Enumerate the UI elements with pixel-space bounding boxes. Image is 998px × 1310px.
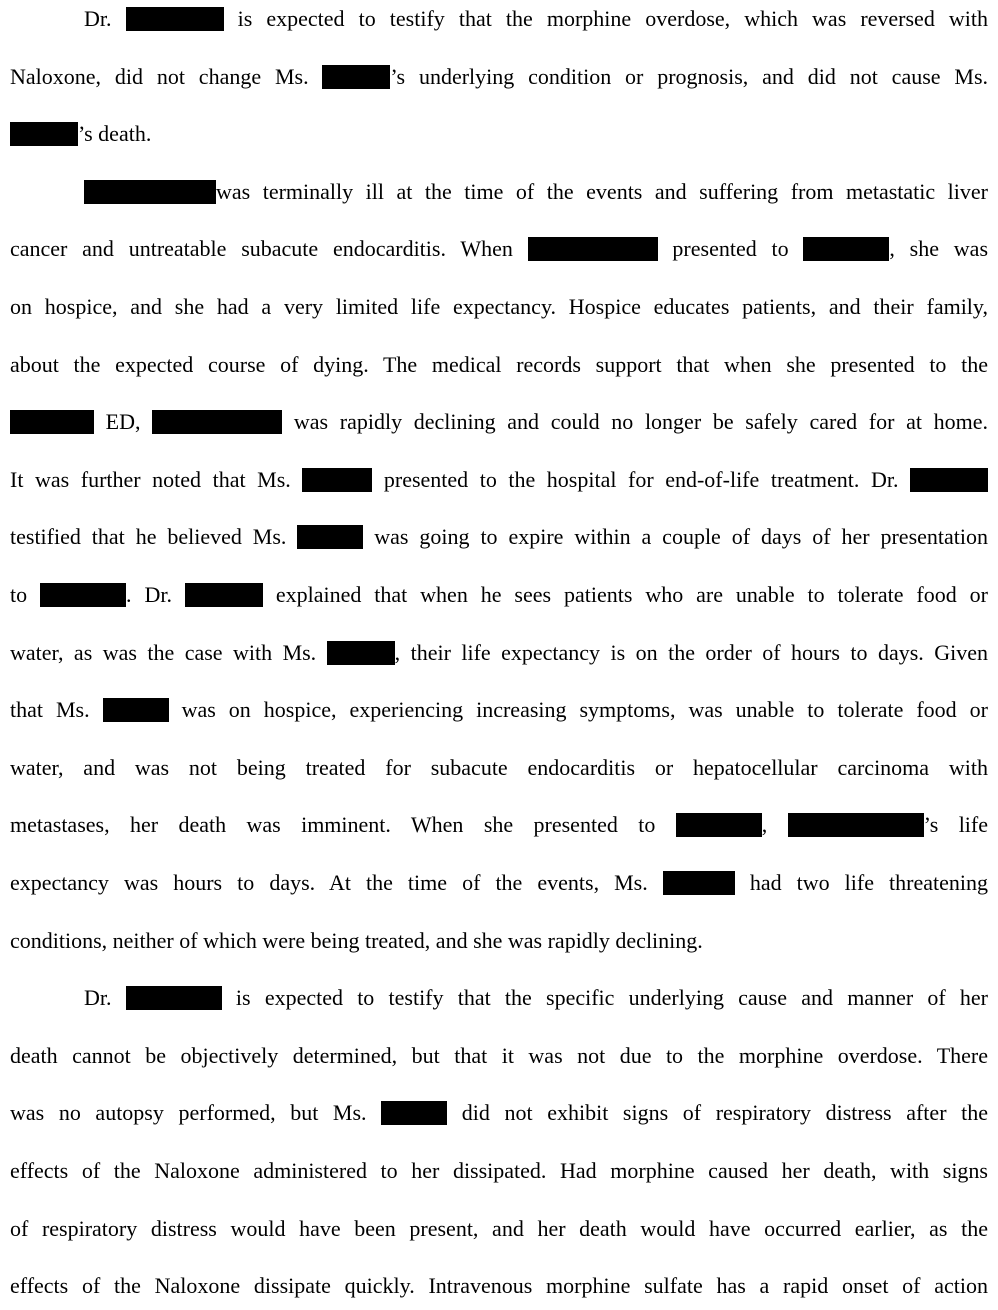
text-run: was on hospice, experiencing increasing symptoms, was unable to tolerate food or — [168, 697, 988, 723]
text-line — [10, 350, 988, 380]
text-line — [10, 926, 988, 956]
redaction-box — [381, 1101, 447, 1125]
text-run: of respiratory distress would have been present, and her death would have occurred earlier, as the — [10, 1215, 988, 1241]
text-run: effects of the Naloxone administered to her dissipated. Had morphine caused her death, with signs — [10, 1158, 988, 1183]
text-line — [84, 177, 988, 207]
text-run: to — [10, 582, 41, 607]
text-line — [10, 234, 988, 264]
text-run: water, as was the case with Ms. — [10, 639, 327, 665]
text-line — [10, 1156, 988, 1186]
text-run: Dr. — [84, 6, 126, 31]
redaction-box — [910, 468, 988, 492]
text-run: was going to expire within a couple of days of her presentation — [363, 524, 988, 550]
redaction-box — [103, 698, 169, 722]
text-run: ED, — [94, 409, 153, 435]
redaction-box — [126, 7, 224, 31]
text-run: presented to — [657, 236, 804, 262]
text-line — [10, 292, 988, 322]
text-run: did not exhibit signs of respiratory distress after the — [447, 1100, 988, 1126]
redaction-box — [803, 237, 889, 261]
text-run: expectancy was hours to days. At the time of the events, Ms. — [10, 870, 663, 895]
redaction-box — [126, 986, 222, 1010]
text-run: Naloxone, did not change Ms. — [10, 63, 323, 89]
text-line — [10, 522, 988, 552]
text-line — [10, 580, 988, 610]
redaction-box — [327, 641, 395, 665]
text-line — [84, 4, 988, 34]
text-line — [10, 638, 988, 668]
redaction-box — [40, 583, 126, 607]
text-run: conditions, neither of which were being treated, and she was rapidly declining. — [10, 927, 703, 953]
text-line — [84, 983, 988, 1013]
redaction-box — [322, 65, 390, 89]
text-run: . Dr. — [126, 582, 185, 607]
text-run: testified that he believed Ms. — [10, 524, 298, 550]
redaction-box — [152, 410, 282, 434]
text-run: Dr. — [84, 985, 126, 1011]
text-run: effects of the Naloxone dissipate quickly. Intravenous morphine sulfate has a rapid onset of action — [10, 1273, 988, 1299]
text-run: about the expected course of dying. The medical records support that when she presented to the — [10, 351, 988, 377]
text-run: water, and was not being treated for subacute endocarditis or hepatocellular carcinoma with — [10, 754, 988, 780]
text-line — [10, 810, 988, 840]
redaction-box — [185, 583, 263, 607]
text-run: ’s underlying condition or prognosis, and did not cause Ms. — [390, 63, 988, 89]
text-line — [10, 753, 988, 783]
text-run: was no autopsy performed, but Ms. — [10, 1100, 382, 1126]
redaction-box — [10, 122, 78, 146]
text-run: on hospice, and she had a very limited life expectancy. Hospice educates patients, and their family, — [10, 294, 988, 319]
text-line — [10, 1214, 988, 1244]
redaction-box — [297, 525, 363, 549]
text-run: It was further noted that Ms. — [10, 466, 303, 492]
text-run: is expected to testify that the specific underlying cause and manner of her — [221, 985, 988, 1011]
text-run: cancer and untreatable subacute endocarditis. When — [10, 236, 528, 262]
text-run: ’s life — [923, 812, 988, 838]
redaction-box — [676, 813, 762, 837]
text-run: explained that when he sees patients who are unable to tolerate food or — [262, 582, 988, 607]
text-run: had two life threatening — [734, 870, 988, 895]
text-run: was rapidly declining and could no longer be safely cared for at home. — [282, 409, 988, 435]
text-line — [10, 407, 988, 437]
redaction-box — [302, 468, 372, 492]
text-run: , she was — [889, 236, 988, 262]
text-line — [10, 465, 988, 495]
text-run: , their life expectancy is on the order of hours to days. Given — [394, 639, 988, 665]
text-line — [10, 1098, 988, 1128]
text-run: death cannot be objectively determined, but that it was not due to the morphine overdose. There — [10, 1042, 988, 1068]
text-run: that Ms. — [10, 697, 103, 723]
text-run: metastases, her death was imminent. When she presented to — [10, 812, 676, 838]
text-line — [10, 119, 988, 149]
redaction-box — [84, 180, 216, 204]
text-line — [10, 1041, 988, 1071]
text-run: ’s death. — [78, 121, 152, 147]
text-run: was terminally ill at the time of the events and suffering from metastatic liver — [216, 178, 988, 204]
redaction-box — [528, 237, 658, 261]
text-line — [10, 868, 988, 898]
text-run: is expected to testify that the morphine overdose, which was reversed with — [223, 6, 988, 31]
text-run: presented to the hospital for end-of-life treatment. Dr. — [372, 466, 910, 492]
text-line — [10, 1271, 988, 1301]
text-line — [10, 695, 988, 725]
redaction-box — [10, 410, 94, 434]
text-line — [10, 62, 988, 92]
redaction-box — [788, 813, 924, 837]
redaction-box — [663, 871, 735, 895]
text-run: , — [761, 812, 788, 838]
